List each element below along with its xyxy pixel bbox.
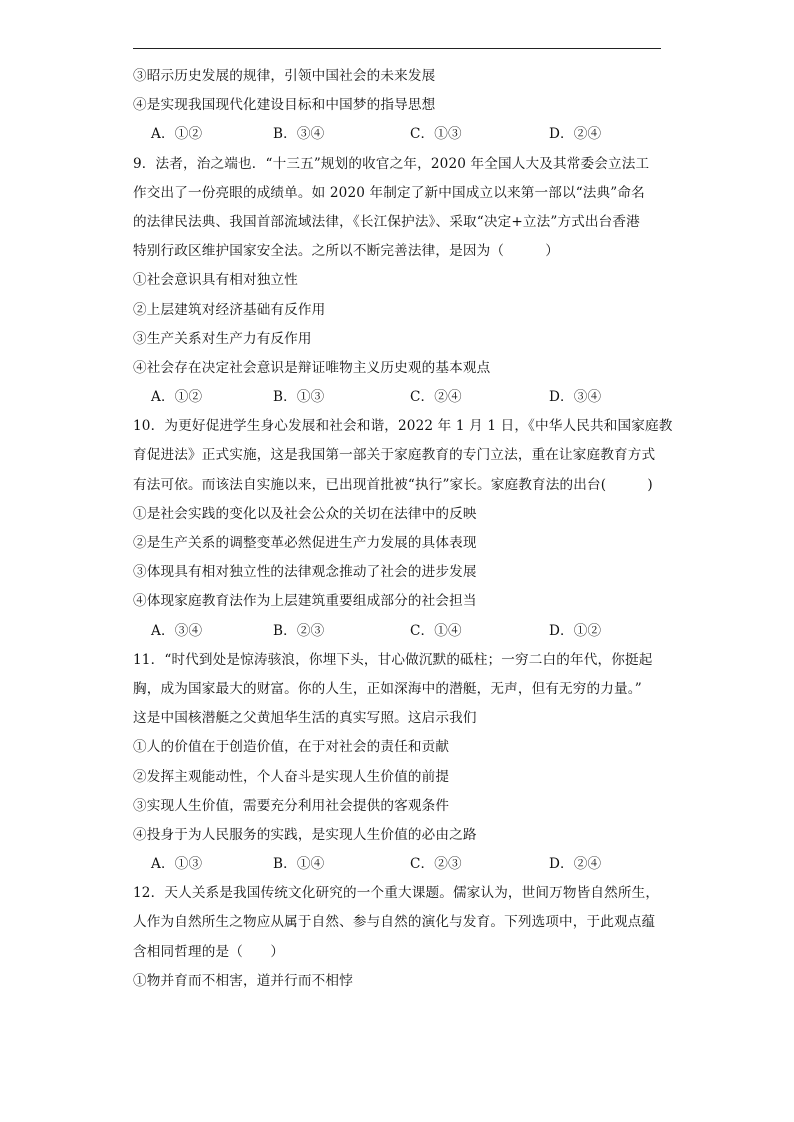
question-9-stem-line-1: 9．法者，治之端也．“十三五”规划的收官之年，2020 年全国人大及其常委会立法工 xyxy=(133,155,650,172)
option-b: B．①③ xyxy=(273,389,325,406)
option-a: A．①② xyxy=(151,389,203,406)
statement-3: ③昭示历史发展的规律，引领中国社会的未来发展 xyxy=(133,68,436,84)
statement-4: ④体现家庭教育法作为上层建筑重要组成部分的社会担当 xyxy=(133,593,477,610)
option-c: C．②④ xyxy=(410,389,462,406)
question-11-stem-line-2: 胸，成为国家最大的财富。你的人生，正如深海中的潜艇，无声，但有无穷的力量。” xyxy=(133,680,642,697)
option-d: D．②④ xyxy=(549,126,602,143)
exam-page-content xyxy=(133,62,673,996)
statement-1: ①是社会实践的变化以及社会公众的关切在法律中的反映 xyxy=(133,505,477,522)
question-11-stem-line-1: 11．“时代到处是惊涛骇浪，你埋下头，甘心做沉默的砥柱；一穷二白的年代，你挺起 xyxy=(133,651,653,668)
question-9-stem-line-4: 特别行政区维护国家安全法。之所以不断完善法律，是因为（ ） xyxy=(133,243,560,260)
answer-options xyxy=(133,850,673,879)
option-c: C．①④ xyxy=(410,622,462,639)
question-10-stem-line-2: 育促进法》正式实施，这是我国第一部关于家庭教育的专门立法，重在让家庭教育方式 xyxy=(133,447,656,464)
statement-2: ②上层建筑对经济基础有反作用 xyxy=(133,301,326,318)
question-10 xyxy=(133,412,673,646)
statement-2: ②是生产关系的调整变革必然促进生产力发展的具体表现 xyxy=(133,535,477,551)
statement-4: ④社会存在决定社会意识是辩证唯物主义历史观的基本观点 xyxy=(133,359,491,376)
header-rule xyxy=(133,48,661,49)
question-12-stem-line-2: 人作为自然所生之物应从属于自然、参与自然的演化与发育。下列选项中，于此观点蕴 xyxy=(133,914,656,931)
option-d: D．③④ xyxy=(549,389,602,406)
statement-3: ③实现人生价值，需要充分利用社会提供的客观条件 xyxy=(133,797,450,814)
option-d: D．①② xyxy=(549,622,602,639)
answer-options xyxy=(133,120,673,149)
option-c: C．①③ xyxy=(410,126,462,143)
question-12-stem-line-1: 12．天人关系是我国传统文化研究的一个重大课题。儒家认为，世间万物皆自然所生， xyxy=(133,885,660,902)
statement-1: ①社会意识具有相对独立性 xyxy=(133,272,298,289)
answer-options xyxy=(133,383,673,412)
answer-options xyxy=(133,617,673,646)
question-9-stem-line-2: 作交出了一份亮眼的成绩单。如 2020 年制定了新中国成立以来第一部以“法典”命名 xyxy=(133,184,645,201)
question-12-stem-line-3: 含相同哲理的是（ ） xyxy=(133,943,285,960)
statement-1: ①人的价值在于创造价值，在于对社会的责任和贡献 xyxy=(133,739,450,756)
statement-3: ③生产关系对生产力有反作用 xyxy=(133,330,312,347)
option-b: B．①④ xyxy=(273,856,325,873)
question-11 xyxy=(133,646,673,880)
statement-4: ④是实现我国现代化建设目标和中国梦的指导思想 xyxy=(133,97,436,114)
question-10-stem-line-3: 有法可依。而该法自实施以来，已出现首批被“执行”家长。家庭教育法的出台( ) xyxy=(133,476,653,493)
question-11-stem-line-3: 这是中国核潜艇之父黄旭华生活的真实写照。这启示我们 xyxy=(133,710,477,727)
question-8-tail xyxy=(133,62,673,150)
option-a: A．①② xyxy=(151,126,203,143)
option-b: B．③④ xyxy=(273,126,325,143)
option-a: A．③④ xyxy=(151,622,203,639)
option-a: A．①③ xyxy=(151,856,203,873)
statement-1: ①物并育而不相害，道并行而不相悖 xyxy=(133,972,353,989)
question-12 xyxy=(133,879,673,996)
option-c: C．②③ xyxy=(410,856,462,873)
question-10-stem-line-1: 10．为更好促进学生身心发展和社会和谐，2022 年 1 月 1 日，《中华人民共和国家庭教 xyxy=(133,418,673,435)
question-9 xyxy=(133,150,673,413)
statement-4: ④投身于为人民服务的实践，是实现人生价值的必由之路 xyxy=(133,826,477,843)
option-b: B．②③ xyxy=(273,622,325,639)
statement-3: ③体现具有相对独立性的法律观念推动了社会的进步发展 xyxy=(133,564,477,581)
question-9-stem-line-3: 的法律民法典、我国首部流域法律，《长江保护法》、采取“决定+立法”方式出台香港 xyxy=(133,213,640,230)
statement-2: ②发挥主观能动性，个人奋斗是实现人生价值的前提 xyxy=(133,768,450,785)
option-d: D．②④ xyxy=(549,856,602,873)
